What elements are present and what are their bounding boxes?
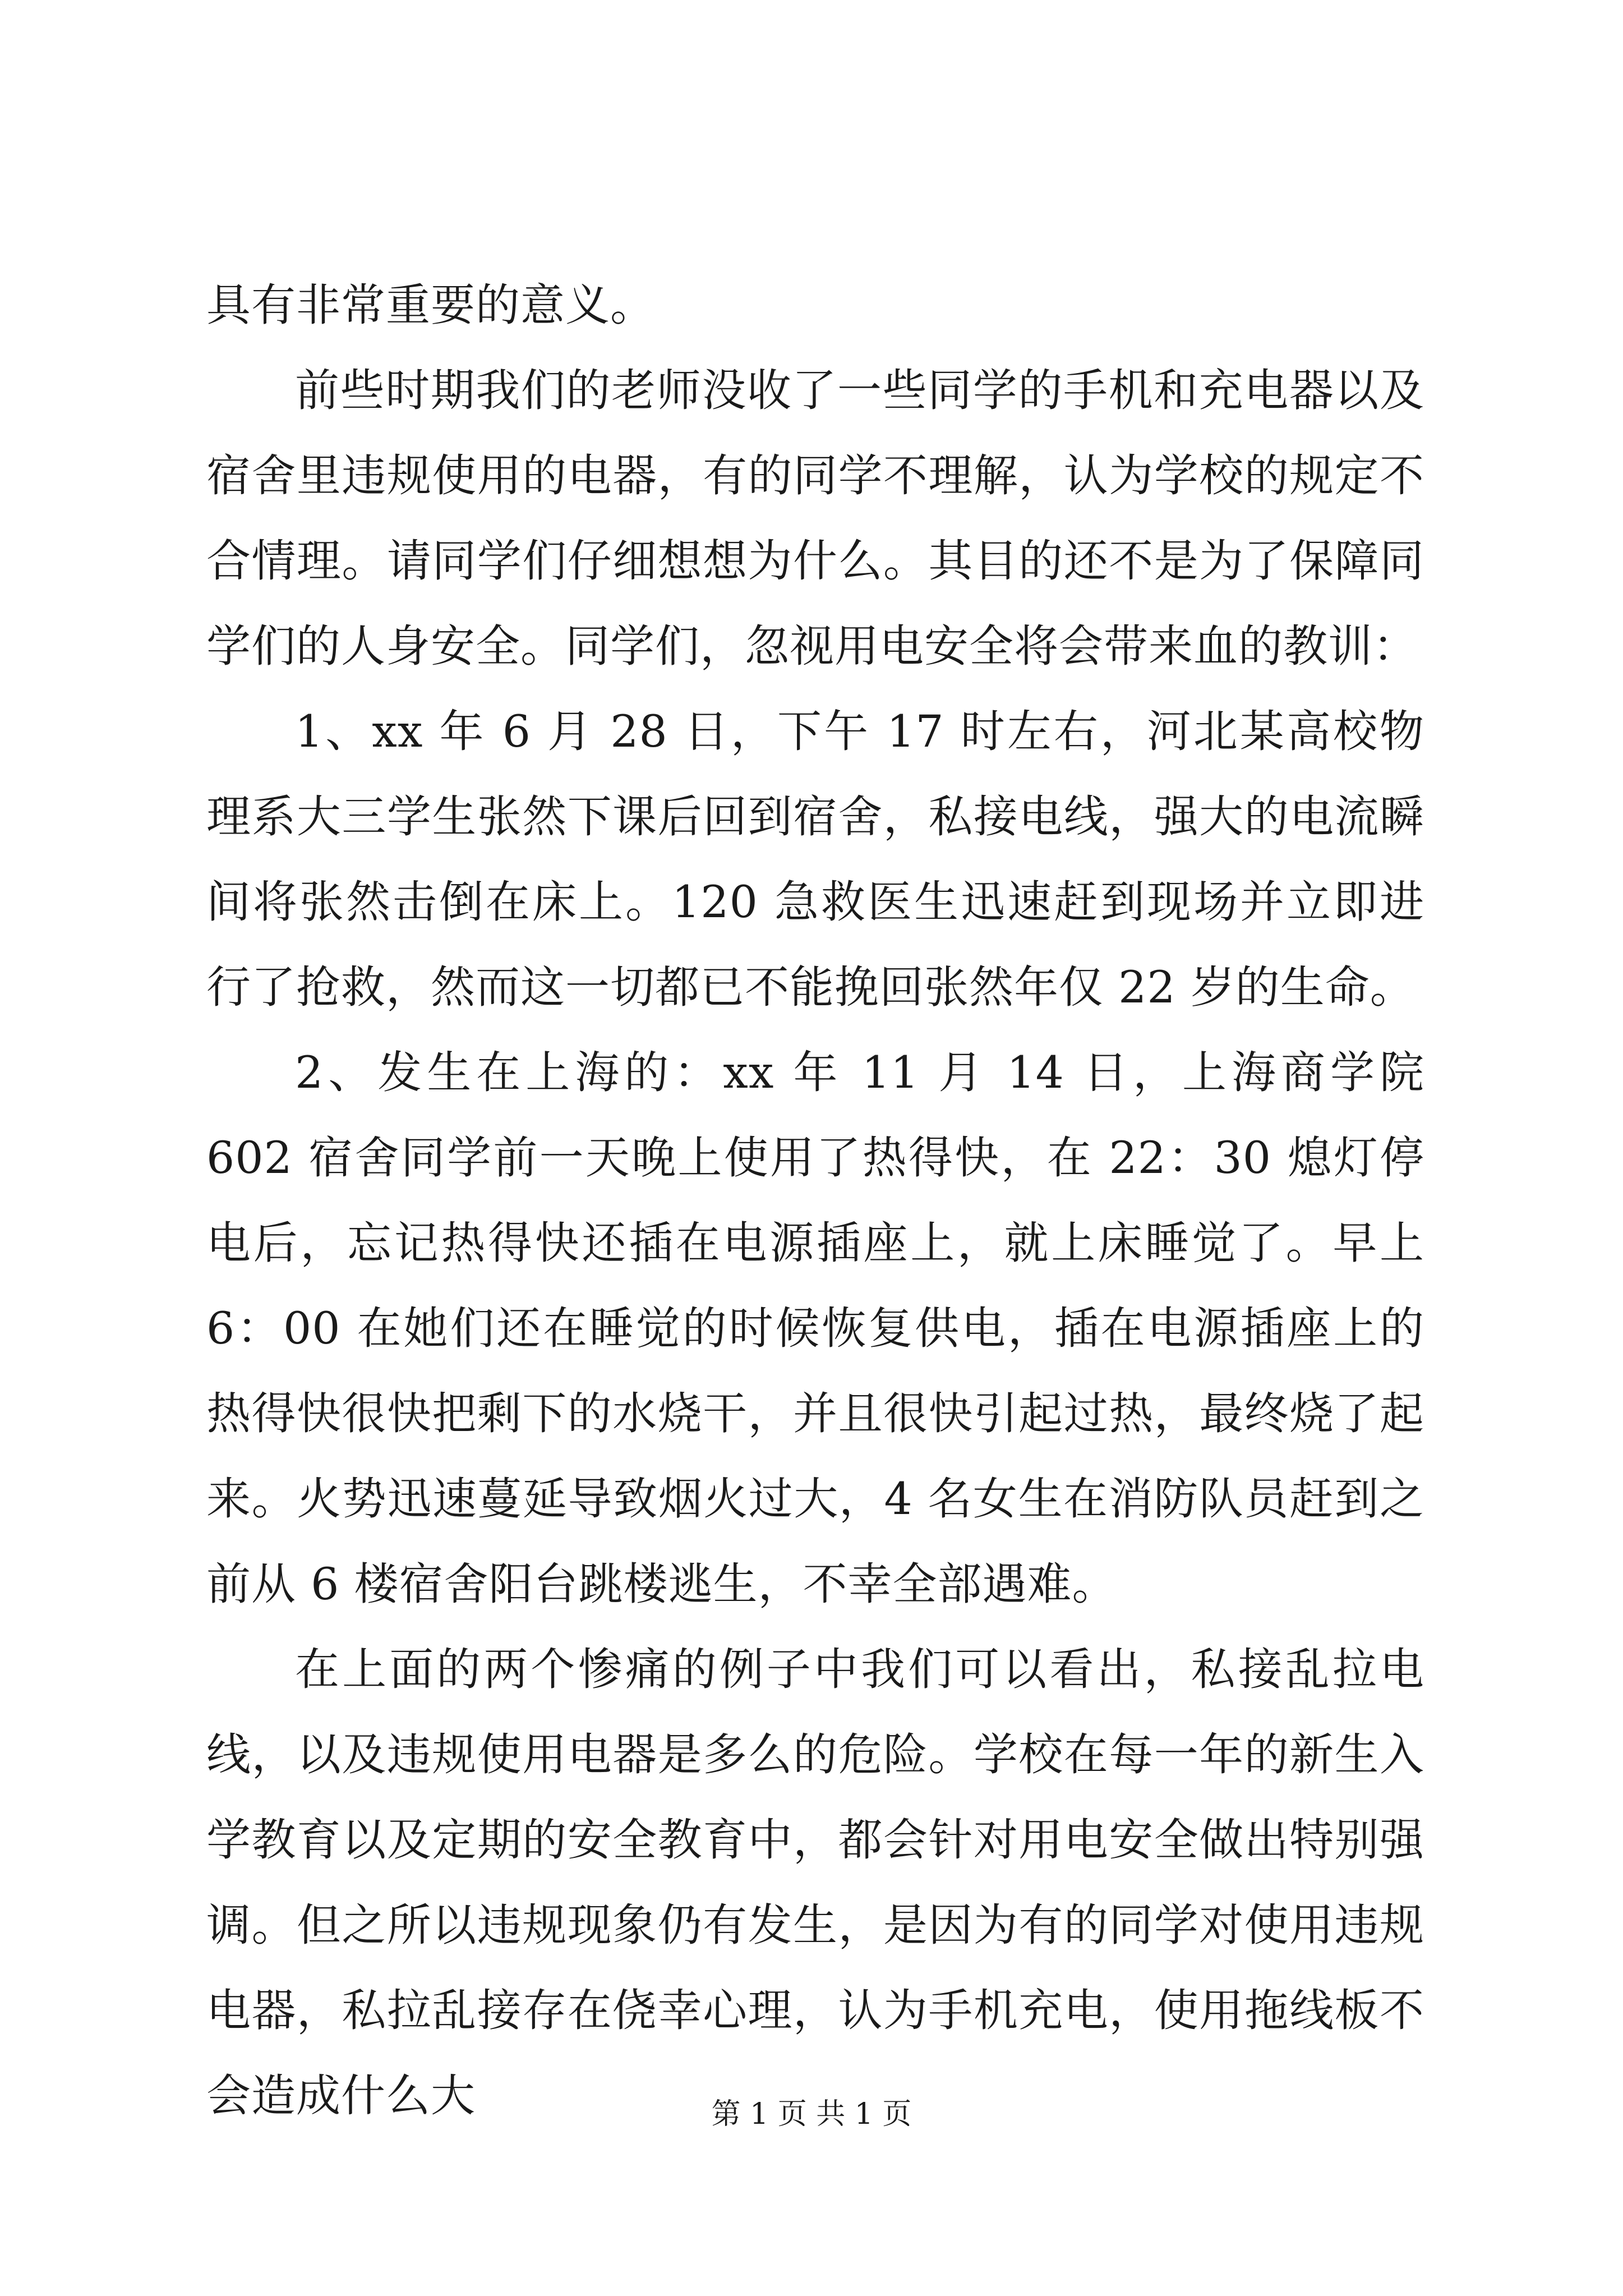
paragraph-5: 在上面的两个惨痛的例子中我们可以看出，私接乱拉电线，以及违规使用电器是多么的危险。学校在每一年的新生入学教育以及定期的安全教育中，都会针对用电安全做出特别强调。但之所以违规现象仍有发生，是因为有的同学对使用违规电器，私拉乱接存在侥幸心理，认为手机充电，使用拖线板不会造成什么大 bbox=[206, 1644, 1424, 2122]
page-footer: 第 1 页 共 1 页 bbox=[711, 2097, 912, 2131]
paragraph-3: 1、xx 年 6 月 28 日，下午 17 时左右，河北某高校物理系大三学生张然下课后回到宿舍，私接电线，强大的电流瞬间将张然击倒在床上。120 急救医生迅速赶到现场并立即进行了抢救，然而这一切都已不能挽回张然年仅 22 岁的生命。 bbox=[206, 706, 1424, 1013]
document-body bbox=[206, 263, 1424, 2138]
paragraph-4: 2、发生在上海的：xx 年 11 月 14 日，上海商学院 602 宿舍同学前一天晚上使用了热得快，在 22：30 熄灯停电后，忘记热得快还插在电源插座上，就上床睡觉了。早上 6：00 在她们还在睡觉的时候恢复供电，插在电源插座上的热得快很快把剩下的水烧干，并且很快引起过热，最终烧了起来。火势迅速蔓延导致烟火过大，4 名女生在消防队员赶到之前从 6 楼宿舍阳台跳楼逃生，不幸全部遇难。 bbox=[206, 1047, 1424, 1610]
paragraph-1: 具有非常重要的意义。 bbox=[206, 279, 655, 331]
paragraph-2: 前些时期我们的老师没收了一些同学的手机和充电器以及宿舍里违规使用的电器，有的同学不理解，认为学校的规定不合情理。请同学们仔细想想为什么。其目的还不是为了保障同学们的人身安全。同学们，忽视用电安全将会带来血的教训： bbox=[206, 365, 1424, 672]
